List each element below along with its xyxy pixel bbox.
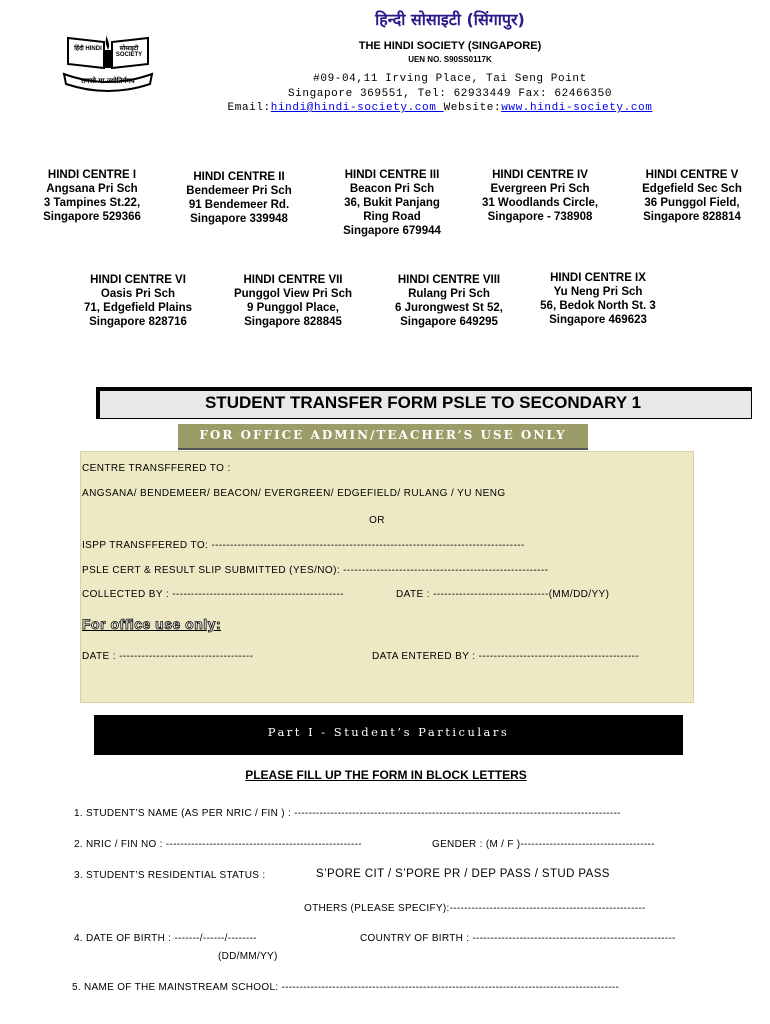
- email-link[interactable]: hindi@hindi-society.com: [270, 102, 444, 114]
- form-title: STUDENT TRANSFER FORM PSLE TO SECONDARY 1: [204, 393, 642, 412]
- website-label: Website:: [443, 102, 502, 114]
- centre-address-line: 31 Woodlands Circle,: [481, 197, 599, 209]
- hindi-centre-9: [534, 271, 662, 327]
- hindi-title: हिन्दी सोसाइटी (सिंगापुर): [375, 10, 525, 29]
- dob-format: (DD/MM/YY): [218, 951, 278, 962]
- centre-name: HINDI CENTRE VIII: [397, 274, 501, 286]
- centre-name: HINDI CENTRE VII: [243, 274, 343, 286]
- nric-field[interactable]: 2. NRIC / FIN NO : ------------------------------------------------------: [74, 839, 362, 850]
- office-banner-text: FOR OFFICE ADMIN/TEACHER’S USE ONLY: [199, 428, 567, 442]
- centre-address-line: Rulang Pri Sch: [408, 288, 490, 300]
- centre-address-line: 9 Punggol Place,: [246, 302, 340, 314]
- centre-transferred-label: CENTRE TRANSFFERED TO :: [82, 463, 231, 474]
- org-name: THE HINDI SOCIETY (SINGAPORE): [358, 40, 542, 52]
- gender-field[interactable]: GENDER : (M / F )-------------------------------------: [432, 839, 655, 850]
- uen-number: UEN NO. S90SS0117K: [408, 55, 492, 64]
- centre-address-line: Singapore 828814: [643, 211, 741, 223]
- centre-address-line: 71, Edgefield Plains: [83, 302, 192, 314]
- centre-address-line: Beacon Pri Sch: [349, 183, 435, 195]
- centre-address-line: 36, Bukit Panjang: [344, 197, 440, 209]
- centre-address-line: Ring Road: [363, 211, 421, 223]
- hindi-centre-4: [465, 168, 615, 224]
- hindi-centre-8: [380, 273, 518, 329]
- centre-name: HINDI CENTRE VI: [90, 274, 186, 286]
- mainstream-school-field[interactable]: 5. NAME OF THE MAINSTREAM SCHOOL: ---------------------------------------------------------------------------------------------: [72, 982, 620, 993]
- others-specify-field[interactable]: OTHERS (PLEASE SPECIFY):------------------------------------------------------: [304, 903, 646, 914]
- centre-address-line: Angsana Pri Sch: [46, 183, 138, 195]
- email-website-line: [180, 102, 700, 114]
- website-link[interactable]: www.hindi-society.com: [501, 102, 653, 114]
- office-only-heading: For office use only:: [82, 616, 222, 632]
- centre-address-line: 36 Punggol Field,: [644, 197, 740, 209]
- part1-heading: Part I - Student’s Particulars: [267, 725, 510, 739]
- hindi-centre-7: [220, 273, 366, 329]
- centre-name: HINDI CENTRE IX: [550, 272, 646, 284]
- centre-address-line: Punggol View Pri Sch: [233, 288, 352, 300]
- centre-name: HINDI CENTRE I: [47, 169, 137, 181]
- hindi-centre-5: [628, 168, 756, 224]
- centre-name: HINDI CENTRE IV: [492, 169, 588, 181]
- centre-address-line: Singapore 828845: [244, 316, 342, 328]
- centre-address-line: 3 Tampines St.22,: [43, 197, 141, 209]
- centre-address-line: Yu Neng Pri Sch: [553, 286, 643, 298]
- centre-address-line: 56, Bedok North St. 3: [540, 300, 656, 312]
- residential-status-label: 3. STUDENT’S RESIDENTIAL STATUS :: [74, 870, 266, 881]
- centre-address-line: Singapore 339948: [190, 213, 288, 225]
- country-of-birth-field[interactable]: COUNTRY OF BIRTH : --------------------------------------------------------: [360, 933, 676, 944]
- centre-name: HINDI CENTRE V: [645, 169, 739, 181]
- ispp-field[interactable]: ISPP TRANSFFERED TO: ------------------------------------------------------------------------------------: [82, 540, 525, 551]
- address-line: #09-04,11 Irving Place, Tai Seng Point: [313, 73, 587, 85]
- office-date-field[interactable]: DATE : ------------------------------------: [82, 651, 254, 662]
- logo-text-right: सोसाइटी SOCIETY: [115, 46, 143, 58]
- centre-address-line: Singapore 828716: [89, 316, 187, 328]
- centre-address-line: Singapore - 738908: [487, 211, 593, 223]
- society-logo: [60, 28, 156, 94]
- centre-address-line: Singapore 529366: [43, 211, 141, 223]
- centre-address-line: Oasis Pri Sch: [100, 288, 176, 300]
- psle-cert-field[interactable]: PSLE CERT & RESULT SLIP SUBMITTED (YES/NO): -------------------------------------------------------: [82, 565, 549, 576]
- residential-status-options[interactable]: S’PORE CIT / S’PORE PR / DEP PASS / STUD PASS: [316, 868, 610, 880]
- centre-address-line: 6 Jurongwest St 52,: [394, 302, 503, 314]
- centre-name: HINDI CENTRE III: [344, 169, 440, 181]
- data-entered-by-field[interactable]: DATA ENTERED BY : -------------------------------------------: [372, 651, 640, 662]
- dob-field[interactable]: 4. DATE OF BIRTH : -------/------/--------: [74, 933, 257, 944]
- centre-name: HINDI CENTRE II: [193, 171, 285, 183]
- date-collected-field[interactable]: DATE : -------------------------------(MM/DD/YY): [396, 589, 610, 600]
- hindi-centre-6: [72, 273, 204, 329]
- hindi-centre-2: [170, 170, 308, 226]
- student-name-field[interactable]: 1. STUDENT’S NAME (AS PER NRIC / FIN ) : ------------------------------------------------------------------------------------------: [74, 808, 621, 819]
- logo-text-left: हिंदी HINDI: [74, 46, 102, 52]
- email-label: Email:: [227, 102, 271, 114]
- centre-options: ANGSANA/ BENDEMEER/ BEACON/ EVERGREEN/ EDGEFIELD/ RULANG / YU NENG: [82, 488, 506, 499]
- logo-ribbon-text: तमसो मा ज्योतिर्गमय: [81, 77, 135, 85]
- centre-address-line: Edgefield Sec Sch: [642, 183, 742, 195]
- collected-by-field[interactable]: COLLECTED BY : ----------------------------------------------: [82, 589, 344, 600]
- hindi-centre-3: [330, 168, 454, 238]
- fill-instruction: PLEASE FILL UP THE FORM IN BLOCK LETTERS: [245, 768, 527, 782]
- centre-address-line: Evergreen Pri Sch: [490, 183, 590, 195]
- centre-address-line: Singapore 649295: [400, 316, 498, 328]
- centre-address-line: Bendemeer Pri Sch: [186, 185, 292, 197]
- or-label: OR: [369, 515, 385, 526]
- centre-address-line: 91 Bendemeer Rd.: [188, 199, 290, 211]
- hindi-centre-1: [30, 168, 154, 224]
- contact-line: Singapore 369551, Tel: 62933449 Fax: 62466350: [287, 88, 613, 100]
- centre-address-line: Singapore 679944: [343, 225, 441, 237]
- centre-address-line: Singapore 469623: [549, 314, 647, 326]
